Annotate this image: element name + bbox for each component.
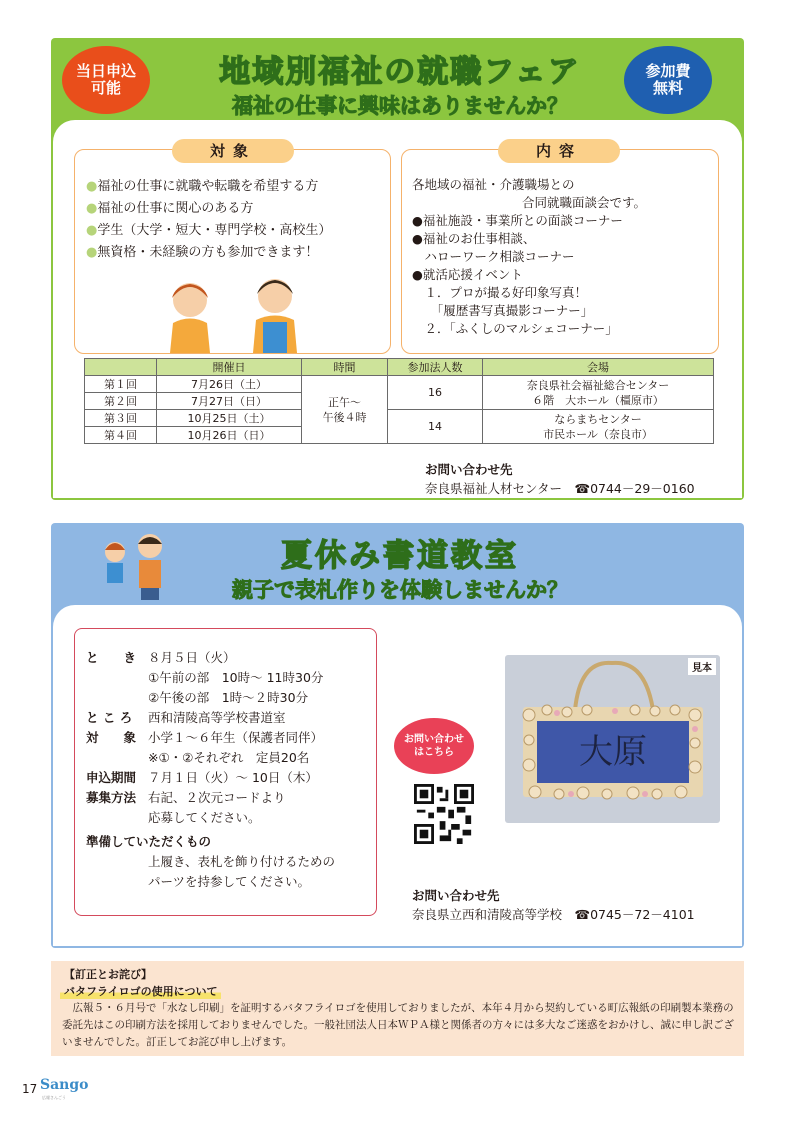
logo-subtitle: 広報さんごう [42, 1095, 66, 1100]
correction-body: 広報５・６月号で「水なし印刷」を証明するバタフライロゴを使用しておりましたが、本年４月から契約している町広報紙の印刷製本業務の委託先はこの印刷方法を採用しておりませんでした。一般社団法人日本ＷＰＡ様と関係者の方々には多大なご迷惑をおかけし、誠に申し訳ございませんでした。訂正してお詫び申し上げます。 [62, 1002, 734, 1048]
date-cell: 7月27日（日） [157, 393, 302, 410]
list-item: ●学生（大学・短大・専門学校・高校生） [86, 223, 332, 238]
header-cell: 会場 [483, 359, 714, 376]
free-badge: 参加費 無料 [624, 46, 712, 114]
nameplate-text: 大原 [579, 732, 647, 772]
round-cell: 第４回 [85, 427, 157, 444]
family-illustration [95, 530, 175, 602]
calligraphy-contact [412, 886, 695, 924]
date-cell: 10月26日（日） [157, 427, 302, 444]
list-item: 「履歴書写真撮影コーナー」 [412, 303, 594, 318]
target-list [86, 176, 386, 264]
count-cell: 16 [388, 376, 483, 410]
detail-row: ①午前の部 10時～ 11時30分 [148, 670, 324, 685]
content-intro: 合同就職面談会です。 [522, 195, 647, 210]
list-item: ●無資格・未経験の方も参加できます！ [86, 245, 319, 260]
contact-label: お問い合わせ先 [412, 888, 500, 903]
class-details [86, 648, 371, 892]
table-row [85, 410, 714, 427]
date-cell: 10月25日（土） [157, 410, 302, 427]
round-cell: 第３回 [85, 410, 157, 427]
content-intro: 各地域の福祉・介護職場との [412, 177, 575, 192]
list-item: ●福祉のお仕事相談、 [412, 231, 536, 246]
content-list [412, 176, 712, 338]
round-cell: 第１回 [85, 376, 157, 393]
list-item: ●福祉の仕事に就職や転職を希望する方 [86, 179, 319, 194]
contact-info: 奈良県立西和清陵高等学校 ☎0745－72－4101 [412, 907, 695, 922]
count-cell: 14 [388, 410, 483, 444]
calligraphy-subtitle: 親子で表札作りを体験しませんか？ [232, 578, 568, 602]
prep-text: 上履き、表札を飾り付けるための [148, 854, 336, 869]
venue-cell: 奈良県社会福祉総合センター ６階 大ホール（橿原市） [483, 376, 714, 410]
nameplate-drawing [505, 655, 720, 823]
detail-row: 募集方法 右記、２次元コードより [86, 790, 286, 805]
sample-nameplate-photo [505, 655, 720, 823]
time-cell: 正午～ 午後４時 [302, 376, 388, 444]
sample-label: 見本 [688, 658, 716, 675]
correction-subheading: バタフライロゴの使用について [60, 983, 221, 999]
fair-subtitle: 福祉の仕事に興味はありませんか？ [232, 94, 568, 118]
staff-illustration [155, 278, 315, 353]
detail-row: 申込期間 ７月１日（火）～ 10日（木） [86, 770, 318, 785]
detail-row: 応募してください。 [148, 810, 261, 825]
same-day-badge: 当日申込 可能 [62, 46, 150, 114]
fair-title: 地域別福祉の就職フェア [219, 54, 581, 90]
inquiry-callout: お問い合わせ はこちら [394, 718, 474, 774]
header-cell: 開催日 [157, 359, 302, 376]
page-number: 17 [22, 1082, 38, 1096]
schedule-table-wrap [84, 358, 714, 444]
header-cell: 参加法人数 [388, 359, 483, 376]
qr-code[interactable] [414, 784, 474, 844]
target-label: 対象 [172, 139, 294, 163]
detail-row: と こ ろ 西和清陵高等学校書道室 [86, 710, 286, 725]
fair-contact [425, 460, 695, 498]
detail-row: 対 象 小学１～６年生（保護者同伴） [86, 730, 324, 745]
table-header [85, 359, 714, 376]
date-cell: 7月26日（土） [157, 376, 302, 393]
list-item: １．プロが撮る好印象写真！ [412, 285, 588, 300]
list-item: ●就活応援イベント [412, 267, 523, 282]
list-item: ●福祉の仕事に関心のある方 [86, 201, 254, 216]
prep-label: 準備していただくもの [86, 834, 212, 849]
list-item: ハローワーク相談コーナー [412, 249, 575, 264]
contact-label: お問い合わせ先 [425, 462, 513, 477]
header-cell: 時間 [302, 359, 388, 376]
detail-row: ※①・②それぞれ 定員20名 [148, 750, 310, 765]
table-row [85, 376, 714, 393]
sango-logo: Sango [40, 1077, 89, 1093]
detail-row: と き ８月５日（火） [86, 650, 236, 665]
list-item: ２．「ふくしのマルシェコーナー」 [412, 321, 618, 336]
correction-heading: 【訂正とお詫び】 [64, 968, 152, 981]
content-label: 内容 [498, 139, 620, 163]
list-item: ●福祉施設・事業所との面談コーナー [412, 213, 623, 228]
prep-text: パーツを持参してください。 [148, 874, 311, 889]
contact-info: 奈良県福祉人材センター ☎0744－29－0160 [425, 481, 695, 496]
schedule-table [84, 358, 714, 444]
calligraphy-title: 夏休み書道教室 [281, 538, 519, 574]
round-cell: 第２回 [85, 393, 157, 410]
header-cell [85, 359, 157, 376]
venue-cell: ならまちセンター 市民ホール（奈良市） [483, 410, 714, 444]
detail-row: ②午後の部 1時～２時30分 [148, 690, 309, 705]
